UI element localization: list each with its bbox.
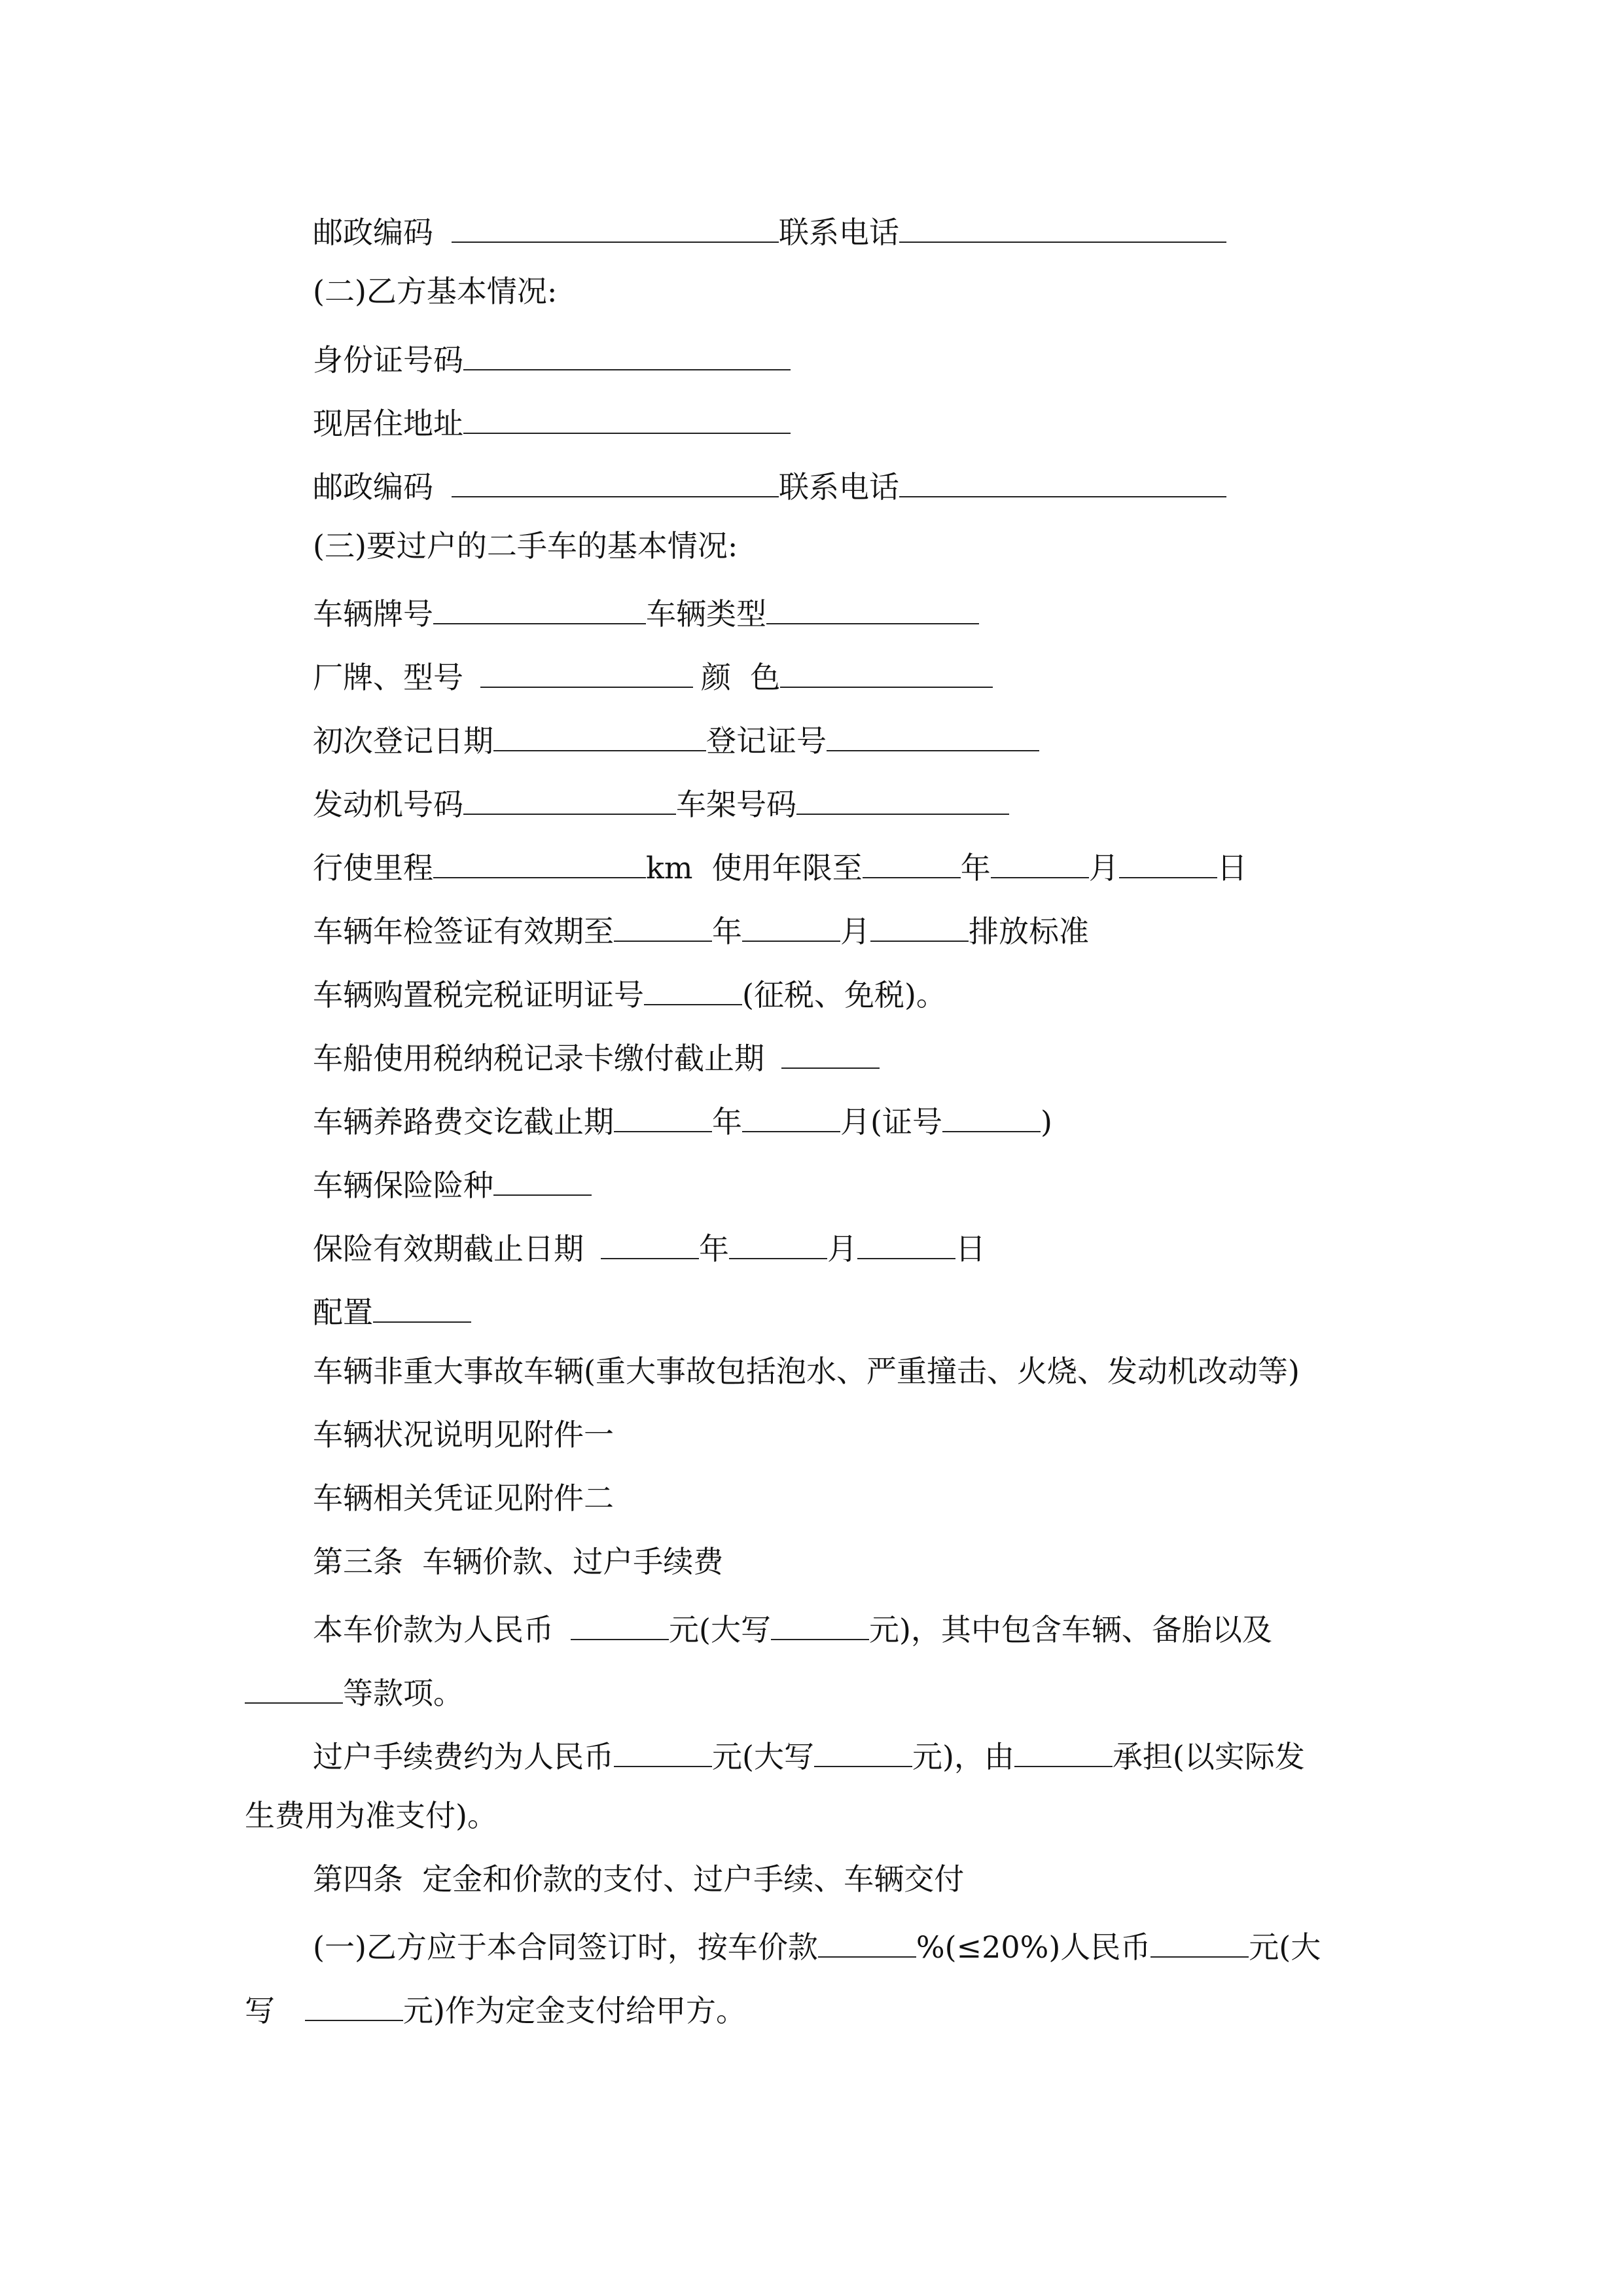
blank-field[interactable]	[463, 785, 676, 815]
label-color: 颜 色	[701, 660, 781, 695]
paragraph-text: 车辆相关凭证见附件二	[313, 1480, 614, 1516]
blank-field[interactable]	[463, 404, 791, 434]
blank-field[interactable]	[493, 1166, 592, 1196]
text-line	[313, 1417, 614, 1459]
blank-field[interactable]	[373, 1293, 471, 1323]
text-line	[313, 912, 1089, 951]
paragraph-text: 生费用为准支付)。	[245, 1798, 497, 1833]
blank-field[interactable]	[863, 848, 961, 878]
section-heading: (三)要过户的二手车的基本情况:	[313, 528, 738, 564]
label-postal-code: 邮政编码	[313, 215, 433, 250]
label-year: 年	[960, 850, 991, 886]
blank-field[interactable]	[571, 1610, 669, 1640]
label-tax-type: (征税、免税)。	[742, 977, 946, 1013]
text-line	[313, 1166, 592, 1205]
blank-field[interactable]	[742, 1102, 840, 1132]
paragraph-text: 元(大写	[669, 1612, 771, 1647]
closing-paren: )	[1040, 1104, 1052, 1139]
blank-field[interactable]	[493, 721, 706, 751]
blank-field[interactable]	[742, 912, 840, 942]
blank-field[interactable]	[942, 1102, 1041, 1132]
label-first-registration: 初次登记日期	[313, 723, 493, 759]
blank-field[interactable]	[827, 721, 1039, 751]
label-purchase-tax: 车辆购置税完税证明证号	[313, 977, 644, 1013]
paragraph-text: 等款项。	[343, 1676, 463, 1711]
paragraph-text: 元(大	[1249, 1929, 1321, 1965]
blank-field[interactable]	[614, 1737, 712, 1767]
label-usage-limit: km 使用年限至	[646, 850, 863, 886]
paragraph-text: 车辆非重大事故车辆(重大事故包括泡水、严重撞击、火烧、发动机改动等)	[313, 1354, 1300, 1389]
label-vessel-tax: 车船使用税纳税记录卡缴付截止期	[313, 1041, 764, 1076]
paragraph-text: 写	[245, 1993, 275, 2028]
paragraph-text: 元)作为定金支付给甲方。	[403, 1993, 746, 2028]
blank-field[interactable]	[814, 1737, 912, 1767]
label-month: 月	[827, 1231, 857, 1266]
blank-field[interactable]	[452, 213, 779, 243]
label-address: 现居住地址	[313, 406, 463, 441]
paragraph-text: 元(大写	[712, 1739, 814, 1774]
label-configuration: 配置	[313, 1295, 373, 1330]
label-registration-no: 登记证号	[706, 723, 827, 759]
blank-field[interactable]	[614, 912, 712, 942]
blank-field[interactable]	[991, 848, 1089, 878]
blank-field[interactable]	[305, 1991, 403, 2021]
blank-field[interactable]	[818, 1928, 916, 1958]
label-id-number: 身份证号码	[313, 342, 463, 378]
text-line	[313, 340, 791, 380]
text-line	[245, 1674, 463, 1713]
blank-field[interactable]	[245, 1674, 343, 1704]
text-line	[313, 1229, 986, 1268]
blank-field[interactable]	[614, 1102, 712, 1132]
label-brand-model: 厂牌、型号	[313, 660, 463, 695]
text-line	[313, 848, 1247, 888]
section-heading: (二)乙方基本情况:	[313, 274, 558, 309]
text-line	[313, 1861, 965, 1903]
text-line	[313, 1737, 1305, 1776]
label-day: 日	[955, 1231, 986, 1266]
label-insurance-type: 车辆保险险种	[313, 1168, 493, 1203]
blank-field[interactable]	[780, 658, 993, 688]
paragraph-text: 本车价款为人民币	[313, 1612, 554, 1647]
blank-field[interactable]	[870, 912, 969, 942]
blank-field[interactable]	[452, 467, 779, 497]
article-heading: 第四条 定金和价款的支付、过户手续、车辆交付	[313, 1861, 965, 1897]
blank-field[interactable]	[644, 975, 742, 1005]
label-month: 月	[840, 914, 870, 949]
blank-field[interactable]	[433, 594, 646, 624]
text-line	[313, 721, 1039, 761]
label-plate: 车辆牌号	[313, 596, 433, 632]
blank-field[interactable]	[601, 1229, 699, 1259]
paragraph-text: 元)，由	[912, 1739, 1014, 1774]
blank-field[interactable]	[1014, 1737, 1113, 1767]
label-phone: 联系电话	[779, 215, 899, 250]
label-postal-code: 邮政编码	[313, 469, 433, 505]
text-line	[313, 213, 1226, 252]
label-month: 月	[1088, 850, 1119, 886]
text-line	[313, 785, 1009, 824]
label-certificate-no: 月(证号	[840, 1104, 942, 1139]
blank-field[interactable]	[781, 1039, 880, 1069]
text-line	[313, 1480, 614, 1522]
label-day: 日	[1217, 850, 1247, 886]
text-line	[313, 1293, 471, 1332]
text-line	[313, 1039, 880, 1078]
text-line	[313, 975, 946, 1014]
text-line	[313, 276, 557, 315]
label-mileage: 行使里程	[313, 850, 433, 886]
label-insurance-expiry: 保险有效期截止日期	[313, 1231, 584, 1266]
text-line	[313, 404, 791, 443]
blank-field[interactable]	[729, 1229, 827, 1259]
blank-field[interactable]	[433, 848, 646, 878]
label-year: 年	[712, 914, 742, 949]
blank-field[interactable]	[1150, 1928, 1249, 1958]
label-inspection-valid: 车辆年检签证有效期至	[313, 914, 614, 949]
text-line	[313, 1928, 1321, 1967]
label-phone: 联系电话	[779, 469, 899, 505]
paragraph-text: 过户手续费约为人民币	[313, 1739, 614, 1774]
text-line	[313, 1102, 1052, 1141]
text-line	[313, 1356, 1300, 1395]
text-line	[313, 594, 979, 634]
paragraph-text: 车辆状况说明见附件一	[313, 1417, 614, 1452]
text-line	[245, 1798, 497, 1840]
paragraph-text: 承担(以实际发	[1112, 1739, 1305, 1774]
blank-field[interactable]	[771, 1610, 869, 1640]
blank-field[interactable]	[796, 785, 1009, 815]
label-frame-no: 车架号码	[676, 787, 796, 822]
blank-field[interactable]	[899, 467, 1226, 497]
paragraph-text: (一)乙方应于本合同签订时，按车价款	[313, 1929, 818, 1965]
blank-field[interactable]	[1119, 848, 1217, 878]
article-heading: 第三条 车辆价款、过户手续费	[313, 1544, 724, 1579]
text-line	[313, 528, 738, 570]
label-year: 年	[712, 1104, 742, 1139]
text-line	[313, 467, 1226, 507]
paragraph-text: 元)，其中包含车辆、备胎以及	[868, 1612, 1272, 1647]
text-line	[313, 1544, 724, 1586]
label-engine-no: 发动机号码	[313, 787, 463, 822]
text-line	[313, 658, 993, 697]
blank-field[interactable]	[463, 340, 791, 370]
text-line	[313, 1610, 1272, 1649]
label-vehicle-type: 车辆类型	[646, 596, 766, 632]
text-line	[245, 1991, 746, 2030]
blank-field[interactable]	[480, 658, 693, 688]
label-year: 年	[699, 1231, 729, 1266]
label-road-fee: 车辆养路费交讫截止期	[313, 1104, 614, 1139]
blank-field[interactable]	[899, 213, 1226, 243]
paragraph-text: %(≤20%)人民币	[916, 1929, 1151, 1965]
label-emission-standard: 排放标准	[969, 914, 1089, 949]
blank-field[interactable]	[857, 1229, 955, 1259]
blank-field[interactable]	[766, 594, 979, 624]
